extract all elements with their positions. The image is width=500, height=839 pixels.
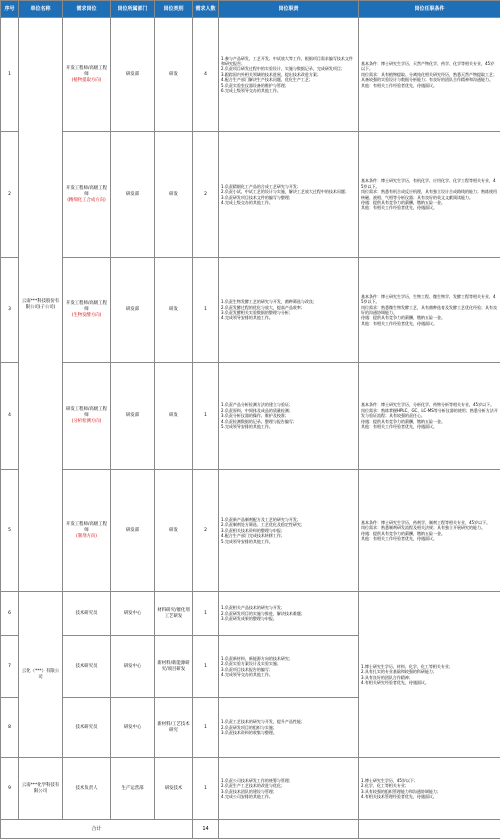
duty-cell: 1.负责新材料、新能源方向的技术研究； 2.负责实验方案设计及实验实施； 3.负责项目技术报告的编写； 4.完成领导交办的其他工作。: [219, 636, 359, 698]
row-no: 3: [1, 258, 19, 363]
count-cell: 1: [193, 636, 219, 698]
header-count: 需求人数: [193, 1, 219, 18]
company-name: 云南***化学科技有限公司: [19, 758, 63, 820]
header-no: 序号: [1, 1, 19, 18]
post-note: (精细化工合成方向): [67, 198, 106, 203]
post-cell: [63, 258, 111, 363]
row-no: 1: [1, 18, 19, 132]
dept-cell: 研发部: [111, 18, 155, 132]
table-row: [1, 592, 500, 636]
category-cell: 新材料/新能源研究/项目研发: [155, 636, 193, 698]
post-cell: 技术负责人: [63, 758, 111, 820]
req-cell: 1.博士研究生学历，45岁以下； 2.化学、化工等相关专业； 3.具有较强的组织管理能力和沟通协调能力； 4.有相关技术管理经验者优先，待遇面议。: [359, 758, 500, 820]
count-cell: 4: [193, 18, 219, 132]
row-no: 8: [1, 698, 19, 758]
post-cell: 技术研究员: [63, 636, 111, 698]
dept-cell: 研发部: [111, 132, 155, 258]
post-cell: 技术研究员: [63, 698, 111, 758]
req-cell: 基本条件：博士研究生学历，生物工程、微生物学、发酵工程等相关专业，45岁以下。 岗位需求：熟悉微生物发酵工艺，具有菌种选育及发酵工艺优化经验；具有良好的沟通协调能力。 待遇：提供具有竞争力的薪酬，缴纳五险一金。 其他：有相关工作经验者优先，待遇面议。: [359, 258, 500, 363]
row-no: 2: [1, 132, 19, 258]
count-cell: 1: [193, 258, 219, 363]
count-cell: 2: [193, 470, 219, 592]
dept-cell: 研发部: [111, 363, 155, 470]
header-duty: 岗位职责: [219, 1, 359, 18]
count-cell: 2: [193, 132, 219, 258]
count-cell: 1: [193, 592, 219, 636]
row-no: 6: [1, 592, 19, 636]
category-cell: 研发技术: [155, 758, 193, 820]
dept-cell: 生产运营部: [111, 758, 155, 820]
table-row: [1, 258, 500, 363]
row-no: 4: [1, 363, 19, 470]
duty-cell: 1.负责精细化工产品的合成工艺研究与开发； 2.负责小试、中试工艺的设计与实施，解决工艺放大过程中的技术问题； 3.负责研发项目技术文件的编写与整理； 4.完成上级交办的其他工作。: [219, 132, 359, 258]
company-name: 云化（***）有限公司: [19, 592, 63, 758]
category-cell: 研发: [155, 363, 193, 470]
post-name: 开发工程师/高级工程师: [66, 522, 107, 533]
req-cell: 基本条件：博士研究生学历，天然产物化学、药学、化学等相关专业，45岁以下。 岗位需求：具有植物提取、分离纯化相关研究经历，熟悉天然产物提取工艺；具备较强的实验设计与数据分析能力；有良好的团队合作精神和沟通能力。 其他：有相关工作经验者优先，待遇面议。: [359, 18, 500, 132]
header-dept: 岗位所属部门: [111, 1, 155, 18]
header-company: 单位名称: [19, 1, 63, 18]
table-row: [1, 470, 500, 592]
row-no: 5: [1, 470, 19, 592]
company-name: 云南***科技股份有限公司(子公司): [19, 18, 63, 592]
header-post: 需求岗位: [63, 1, 111, 18]
table-row: [1, 758, 500, 820]
duty-cell: 1.负责生物发酵工艺的研究与开发，菌种筛选与改良； 2.负责发酵过程的优化与放大，提高产品收率； 3.负责发酵相关实验数据的整理与分析； 4.完成领导安排的其他工作。: [219, 258, 359, 363]
post-name: 开发工程师/高级工程师: [66, 301, 107, 312]
count-cell: 1: [193, 758, 219, 820]
header-req: 岗位任职条件: [359, 1, 500, 18]
category-cell: 材料研究/催化剂工艺研发: [155, 592, 193, 636]
header-category: 岗位类别: [155, 1, 193, 18]
category-cell: 研发: [155, 258, 193, 363]
post-cell: 技术研究员: [63, 592, 111, 636]
post-name: 开发工程师/高级工程师: [66, 66, 107, 77]
dept-cell: 研发部: [111, 470, 155, 592]
duty-cell: 1.负责产品分析检测方法的建立与验证； 2.负责原料、中间体及成品的质量检测； 3.负责分析仪器的操作、维护及校准； 4.负责检测数据的记录、整理与报告编写； 5.完成领导安排的其他工作。: [219, 363, 359, 470]
category-cell: 研发: [155, 470, 193, 592]
post-note: (生物发酵方向): [72, 313, 102, 318]
category-cell: 研发: [155, 18, 193, 132]
duty-cell: 1.负责工艺技术的研究与开发，提升产品性能； 2.负责研发项目的组织与实施； 3.负责技术资料的收集与整理。: [219, 698, 359, 758]
count-cell: 1: [193, 363, 219, 470]
dept-cell: 研发中心: [111, 698, 155, 758]
req-cell: 基本条件：博士研究生学历，分析化学、药物分析等相关专业，45岁以下。 岗位需求：熟练掌握HPLC、GC、LC-MS等分析仪器的使用；熟悉分析方法开发与验证流程；具有较强的责任心。 待遇：提供具有竞争力的薪酬，缴纳五险一金。 其他：有相关工作经验者优先，待遇面议。: [359, 363, 500, 470]
duty-cell: 1.负责公司技术研发工作的统筹与管理； 2.负责生产工艺技术的改进与优化； 3.负责技术团队的建设与管理； 4.完成公司安排的其他工作。: [219, 758, 359, 820]
row-no: 9: [1, 758, 19, 820]
table-row: [1, 18, 500, 132]
count-cell: 1: [193, 698, 219, 758]
category-cell: 研发: [155, 132, 193, 258]
table-row: [1, 363, 500, 470]
req-cell: 1.博士研究生学历，材料、化学、化工等相关专业； 2.具有扎实的专业基础和较强的科研能力； 3.具有良好的团队合作精神； 4.有相关研究经验者优先，待遇面议。: [359, 592, 500, 758]
category-cell: 新材料/工艺技术研究: [155, 698, 193, 758]
duty-cell: 1.负责新产品制剂配方及工艺的研究与开发； 2.负责制剂处方筛选、工艺优化及稳定性研究； 3.负责相关技术资料的整理与申报； 4.配合生产部门完成技术转移工作； 5.完成领导安排的其他工作。: [219, 470, 359, 592]
post-cell: [63, 132, 111, 258]
post-note: (分析检测方向): [72, 419, 102, 424]
post-note: (制剂方向): [76, 534, 97, 539]
total-label: 合计: [1, 820, 193, 839]
total-count: 14: [193, 820, 219, 839]
req-cell: 基本条件：博士研究生学历，药剂学、制剂工程等相关专业，45岁以下。 岗位需求：熟悉制剂研发流程及相关法规；具有独立开展研究的能力。 待遇：提供具有竞争力的薪酬，缴纳五险一金。 其他：有相关工作经验者优先，待遇面议。: [359, 470, 500, 592]
dept-cell: 研发中心: [111, 636, 155, 698]
post-name: 研发工程师/高级工程师: [66, 407, 107, 418]
post-cell: [63, 470, 111, 592]
duty-cell: 1.负责相关产品技术的研究与开发； 2.负责研发项目的实施与推进，解决技术难题； 3.负责研发成果的整理与申报。: [219, 592, 359, 636]
dept-cell: 研发部: [111, 258, 155, 363]
post-cell: [63, 18, 111, 132]
header-row: [1, 1, 500, 18]
duty-cell: 1.参与产品研发、工艺开发、中试放大等工作，根据项目需求编写技术文件和研究报告； 2.负责项目研发过程中的实验设计、实施与数据记录，完成研发项目； 3.跟踪国内外相关领域的技术进展，提出技术改进方案； 4.配合生产部门解决生产技术问题，优化生产工艺； 5.负责实验室仪器设备的维护与管理； 6.完成上级领导交办的其他工作。: [219, 18, 359, 132]
dept-cell: 研发中心: [111, 592, 155, 636]
post-cell: [63, 363, 111, 470]
post-name: 开发工程师/高级工程师: [66, 186, 107, 197]
post-note: (植物提取方向): [72, 78, 102, 83]
row-no: 7: [1, 636, 19, 698]
table-row: [1, 132, 500, 258]
req-cell: 基本条件：博士研究生学历，有机化学、应用化学、化学工程等相关专业，45岁以下。 岗位需求：熟悉有机合成反应机理，具有独立设计合成路线的能力；熟练使用核磁、液相、气相等分析仪器；具有良好的英文文献阅读能力。 待遇：提供具有竞争力的薪酬，缴纳五险一金。 其他：有相关工作经验者优先，待遇面议。: [359, 132, 500, 258]
